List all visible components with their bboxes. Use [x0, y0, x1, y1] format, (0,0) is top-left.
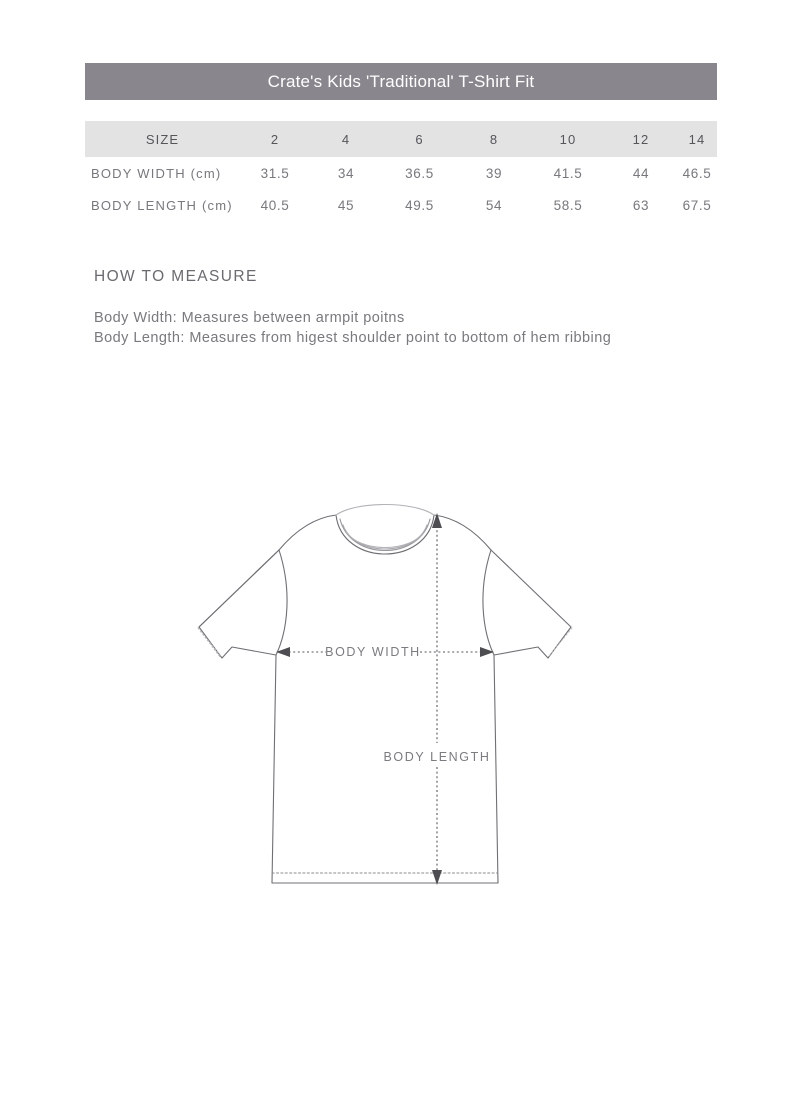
column-header-size: SIZE [145, 131, 180, 147]
table-header-row [85, 121, 717, 157]
cell-body-length-14: 67.5 [682, 197, 712, 213]
row-label-body-length: BODY LENGTH (cm) [91, 197, 233, 213]
body-width-arrow-left-icon [276, 647, 290, 657]
back-neck-arc [336, 505, 434, 516]
body-width-arrow-right-icon [480, 647, 494, 657]
how-to-measure-body-width-text: Body Width: Measures between armpit poitns [94, 310, 405, 326]
column-header-size-10: 10 [559, 131, 577, 147]
left-side-seam [272, 655, 276, 883]
cell-body-length-4: 45 [337, 197, 355, 213]
how-to-measure-section [94, 268, 754, 348]
cell-body-width-8: 39 [485, 165, 503, 181]
cell-body-length-12: 63 [632, 197, 650, 213]
body-width-label: BODY WIDTH [325, 645, 421, 659]
t-shirt-diagram [180, 495, 590, 905]
cell-body-width-2: 31.5 [260, 165, 290, 181]
collar-rib-arc-1 [340, 519, 430, 551]
cell-body-length-8: 54 [485, 197, 503, 213]
cell-body-width-14: 46.5 [682, 165, 712, 181]
cell-body-width-6: 36.5 [405, 165, 434, 181]
left-shoulder-seam [279, 515, 336, 550]
cell-body-length-10: 58.5 [553, 197, 583, 213]
cell-body-length-6: 49.5 [405, 197, 434, 213]
right-shoulder-seam [434, 515, 491, 550]
column-header-size-14: 14 [688, 131, 706, 147]
cell-body-length-2: 40.5 [260, 197, 290, 213]
table-row [85, 157, 717, 189]
column-header-size-2: 2 [270, 131, 280, 147]
cell-body-width-12: 44 [632, 165, 650, 181]
collar-outer-arc [336, 515, 434, 554]
table-row [85, 189, 717, 221]
right-armhole-seam [483, 550, 494, 655]
how-to-measure-body-length-text: Body Length: Measures from higest shoulder point to bottom of hem ribbing [94, 330, 612, 346]
column-header-size-4: 4 [341, 131, 351, 147]
chart-title-bar [85, 63, 717, 100]
left-sleeve-outline [199, 550, 279, 658]
cell-body-width-10: 41.5 [553, 165, 583, 181]
column-header-size-8: 8 [489, 131, 499, 147]
body-length-label: BODY LENGTH [383, 750, 491, 764]
left-armhole-seam [276, 550, 287, 655]
cell-body-width-4: 34 [337, 165, 355, 181]
right-side-seam [494, 655, 498, 883]
column-header-size-12: 12 [632, 131, 650, 147]
how-to-measure-heading: HOW TO MEASURE [94, 268, 258, 285]
right-sleeve-outline [491, 550, 571, 658]
column-header-size-6: 6 [415, 131, 424, 147]
row-label-body-width: BODY WIDTH (cm) [91, 165, 222, 181]
page-title: Crate's Kids 'Traditional' T-Shirt Fit [267, 71, 535, 91]
size-chart-table [85, 121, 717, 221]
collar-rib-arc-3 [346, 531, 424, 548]
